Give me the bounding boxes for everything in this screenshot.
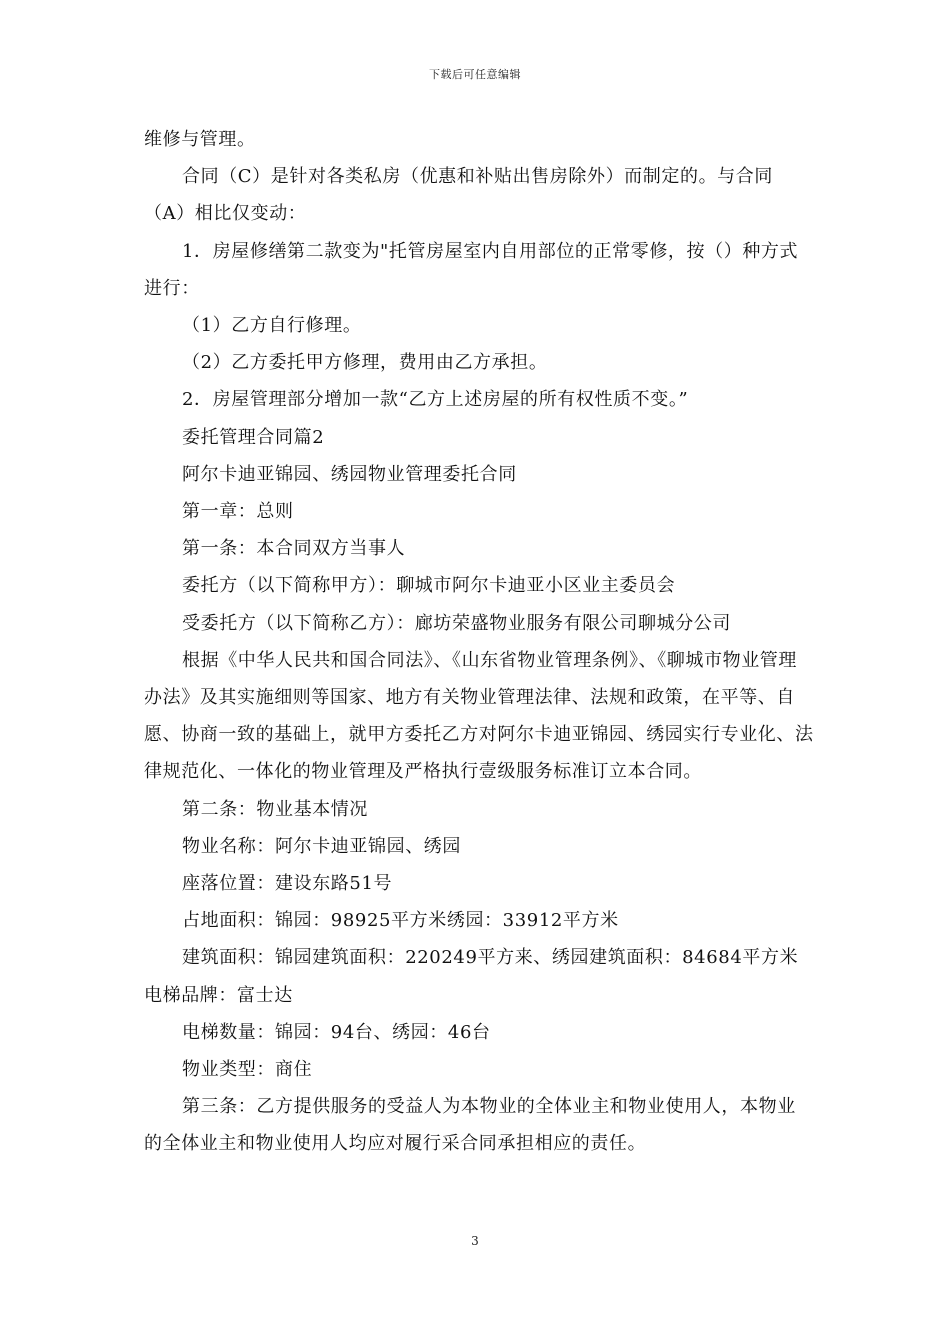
paragraph: 受委托方（以下简称乙方）：廊坊荣盛物业服务有限公司聊城分公司 xyxy=(182,612,731,634)
paragraph: 建筑面积：锦园建筑面积：220249平方来、绣园建筑面积：84684平方米电梯品牌：富士达 xyxy=(144,947,799,1006)
paragraph: （1）乙方自行修理。 xyxy=(182,315,362,337)
paragraph: 占地面积：锦园：98925平方米绣园：33912平方米 xyxy=(182,910,619,932)
paragraph: （2）乙方委托甲方修理，费用由乙方承担。 xyxy=(182,352,548,374)
section-heading: 委托管理合同篇2 xyxy=(182,426,325,448)
document-body xyxy=(144,121,814,1163)
paragraph: 2．房屋管理部分增加一款“乙方上述房屋的所有权性质不变。” xyxy=(182,389,689,411)
chapter-heading: 第一章：总则 xyxy=(182,501,294,523)
paragraph: 合同（C）是针对各类私房（优惠和补贴出售房除外）而制定的。与合同（A）相比仅变动： xyxy=(144,166,773,225)
contract-title: 阿尔卡迪亚锦园、绣园物业管理委托合同 xyxy=(182,463,517,485)
paragraph: 委托方（以下简称甲方）：聊城市阿尔卡迪亚小区业主委员会 xyxy=(182,575,676,597)
article-heading: 第二条：物业基本情况 xyxy=(182,798,368,820)
paragraph: 1．房屋修缮第二款变为"托管房屋室内自用部位的正常零修，按（）种方式进行： xyxy=(144,240,799,299)
paragraph: 物业类型：商住 xyxy=(182,1059,313,1081)
paragraph: 电梯数量：锦园：94台、绣园：46台 xyxy=(182,1021,491,1043)
article-heading: 第一条：本合同双方当事人 xyxy=(182,538,406,560)
page-number: 3 xyxy=(471,1234,479,1248)
paragraph: 维修与管理。 xyxy=(144,129,256,150)
page-header: 下载后可任意编辑 xyxy=(429,68,521,81)
paragraph: 物业名称：阿尔卡迪亚锦园、绣园 xyxy=(182,835,461,857)
paragraph: 座落位置：建设东路51号 xyxy=(182,873,393,895)
paragraph: 根据《中华人民共和国合同法》、《山东省物业管理条例》、《聊城市物业管理办法》及其实施细则等国家、地方有关物业管理法律、法规和政策，在平等、自愿、协商一致的基础上，就甲方委托乙方对阿尔卡迪亚锦园、绣园实行专业化、法律规范化、一体化的物业管理及严格执行壹级服务标准订立本合同。 xyxy=(144,649,814,783)
paragraph: 第三条：乙方提供服务的受益人为本物业的全体业主和物业使用人，本物业的全体业主和物业使用人均应对履行采合同承担相应的责任。 xyxy=(144,1096,796,1155)
